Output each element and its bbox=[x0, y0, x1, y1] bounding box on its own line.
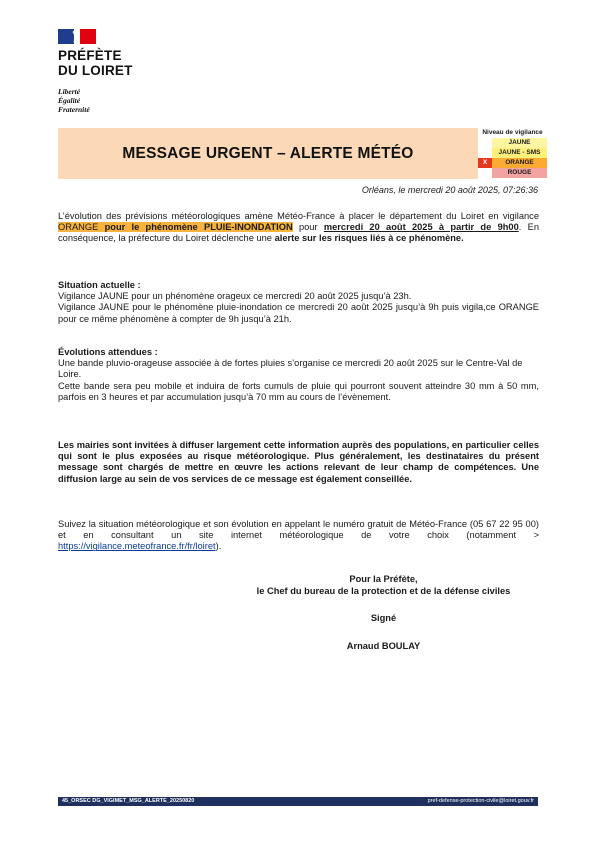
phenomenon-highlight: pour le phénomène PLUIE-INONDATION bbox=[98, 222, 293, 233]
signature-title: Pour la Préfète, bbox=[349, 574, 418, 584]
footer-bar bbox=[58, 797, 538, 806]
intro-paragraph: L’évolution des prévisions météorologiques amène Météo-France à placer le département du Loiret en vigilance ORANGE pour le phénomène PLUIE-INONDATION pour mercredi 20 août 2025 à partir de 9h00. En conséquence, la préfecture du Loiret déclenche une alerte sur les risques liés à ce phénomène. bbox=[58, 211, 540, 244]
alert-title: MESSAGE URGENT – ALERTE MÉTÉO bbox=[122, 145, 414, 162]
marianne-icon bbox=[70, 30, 82, 43]
republic-flag-icon bbox=[58, 29, 96, 44]
prefecture-name: PRÉFÈTE DU LOIRET bbox=[58, 48, 133, 78]
instructions-paragraph: Les mairies sont invitées à diffuser largement cette information auprès des populations, en particulier celles qui sont le plus exposées au risque météorologique. Plus généralement, les destinataires du présent message sont chargés de mettre en œuvre les actions relevant de leur champ de compétences. Une diffusion large au sein de vos services de ce message est également conseillée. bbox=[58, 440, 539, 484]
vigilance-marker bbox=[478, 168, 492, 178]
alert-start-date: mercredi 20 août 2025 à partir de 9h00 bbox=[323, 222, 519, 233]
vigilance-level-label: JAUNE bbox=[492, 138, 547, 148]
signature-role: le Chef du bureau de la protection et de la défense civiles bbox=[256, 586, 511, 596]
section-heading: Évolutions attendues : bbox=[58, 347, 158, 357]
vigilance-legend-title: Niveau de vigilance bbox=[478, 128, 547, 138]
footer-reference: 45_ORSEC DG_VIGIMET_MSG_ALERTE_20250820 bbox=[62, 798, 195, 804]
section-heading: Situation actuelle : bbox=[58, 280, 141, 290]
alert-statement: alerte sur les risques liés à ce phénomène. bbox=[274, 233, 464, 244]
signature-signed: Signé bbox=[370, 613, 397, 623]
signature-name: Arnaud BOULAY bbox=[346, 641, 421, 651]
vigilance-marker bbox=[478, 138, 492, 148]
vigilance-level-orange bbox=[478, 158, 547, 168]
footer-email: pref-defense-protection-civile@loiret.gouv.fr bbox=[427, 798, 534, 804]
vigilance-marker bbox=[478, 148, 492, 158]
current-situation-section bbox=[58, 280, 539, 325]
follow-up-paragraph: Suivez la situation météorologique et son évolution en appelant le numéro gratuit de Météo-France (05 67 22 95 00) et en consultant un site internet météorologique de votre choix (notamment > https://vigilance.meteofrance.fr/fr/loiret). bbox=[58, 519, 539, 552]
evolution-paragraph: Cette bande sera peu mobile et induira de forts cumuls de pluie qui pourront souvent atteindre 30 mm à 50 mm, parfois en 3 heures et par accumulation jusqu’à 70 mm au cours de l’évènement. bbox=[58, 380, 539, 402]
vigilance-level-label: ORANGE bbox=[492, 158, 547, 168]
situation-line: Vigilance JAUNE pour le phénomène pluie-inondation ce mercredi 20 août 2025 jusqu’à 9h puis vigila,ce ORANGE pour ce même phénomène à compter de 9h jusqu’à 21h. bbox=[58, 302, 539, 324]
vigilance-level-jaune bbox=[478, 138, 547, 148]
republic-motto: Liberté Égalité Fraternité bbox=[58, 87, 90, 114]
vigilance-legend bbox=[478, 128, 547, 178]
vigilance-level-jaune-sms bbox=[478, 148, 547, 158]
vigilance-level-highlight: ORANGE bbox=[58, 222, 99, 233]
expected-evolution-section bbox=[58, 347, 539, 403]
dateline: Orléans, le mercredi 20 août 2025, 07:26:36 bbox=[361, 185, 538, 195]
vigilance-level-label: JAUNE - SMS bbox=[492, 148, 547, 158]
vigilance-link[interactable]: https://vigilance.meteofrance.fr/fr/loiret bbox=[58, 541, 216, 552]
vigilance-marker: X bbox=[478, 158, 492, 168]
alert-banner bbox=[58, 128, 478, 179]
vigilance-level-label: ROUGE bbox=[492, 168, 547, 178]
vigilance-level-rouge bbox=[478, 168, 547, 178]
situation-line: Vigilance JAUNE pour un phénomène orageux ce mercredi 20 août 2025 jusqu’à 23h. bbox=[58, 291, 412, 302]
evolution-paragraph: Une bande pluvio-orageuse associée à de fortes pluies s’organise ce mercredi 20 août 2025 sur le Centre-Val de Loire. bbox=[58, 358, 523, 380]
